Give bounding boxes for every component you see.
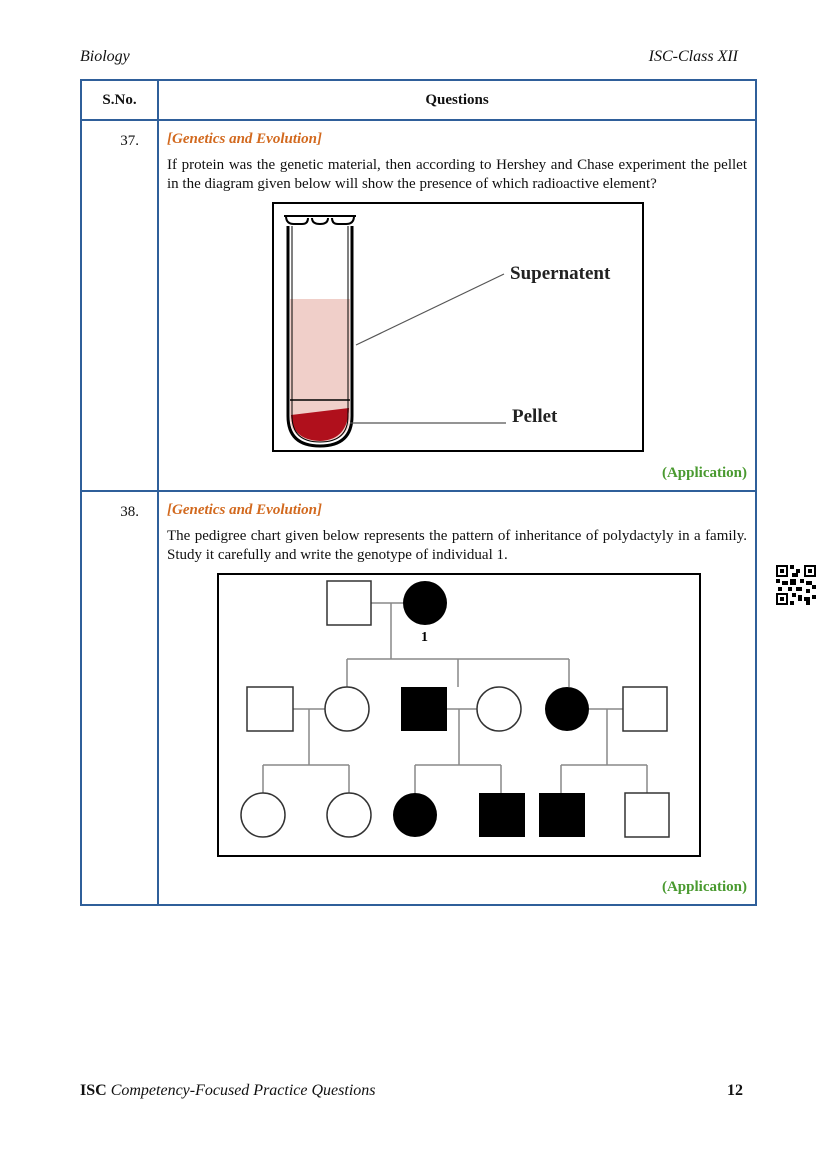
header-subject: Biology (80, 48, 130, 65)
cognitive-level: (Application) (661, 879, 747, 895)
test-tube-figure (272, 202, 644, 452)
footer-subtitle: Competency-Focused Practice Questions (110, 1082, 376, 1099)
female-unaffected (325, 687, 369, 731)
female-affected-1 (403, 581, 447, 625)
question-row-38 (81, 491, 756, 905)
question-topic: [Genetics and Evolution] (167, 131, 323, 147)
question-text: The pedigree chart given below represents the pattern of inheritance of polydactyly in a family. Study it carefully and write the genotype of individual 1. (167, 528, 747, 563)
footer-brand: ISC (80, 1082, 107, 1099)
male-affected (479, 793, 525, 837)
question-number: 38. (81, 491, 158, 905)
female-unaffected (327, 793, 371, 837)
question-topic: [Genetics and Evolution] (167, 502, 323, 518)
male-unaffected (625, 793, 669, 837)
question-number: 37. (81, 120, 158, 491)
supernatant-label: Supernatent (510, 263, 611, 284)
header-sno: S.No. (81, 80, 158, 120)
female-unaffected (477, 687, 521, 731)
female-affected (393, 793, 437, 837)
question-row-37 (81, 120, 756, 491)
male-unaffected (327, 581, 371, 625)
pellet-label: Pellet (512, 406, 558, 427)
female-affected (545, 687, 589, 731)
question-cell (158, 491, 756, 905)
male-affected (401, 687, 447, 731)
header-class: ISC-Class XII (648, 48, 738, 65)
individual-1-label: 1 (421, 630, 428, 645)
header-questions: Questions (158, 80, 756, 120)
questions-table (80, 79, 757, 906)
female-unaffected (241, 793, 285, 837)
footer-title (80, 1082, 376, 1100)
male-affected (539, 793, 585, 837)
pedigree-chart (217, 573, 701, 857)
male-unaffected (247, 687, 293, 731)
qr-code-icon[interactable] (776, 565, 816, 605)
question-cell (158, 120, 756, 491)
cognitive-level: (Application) (661, 465, 747, 481)
male-unaffected (623, 687, 667, 731)
question-text: If protein was the genetic material, then according to Hershey and Chase experiment the pellet in the diagram given below will show the presence of which radioactive element? (167, 157, 747, 192)
table-header-row (81, 80, 756, 120)
page-number: 12 (727, 1082, 743, 1099)
